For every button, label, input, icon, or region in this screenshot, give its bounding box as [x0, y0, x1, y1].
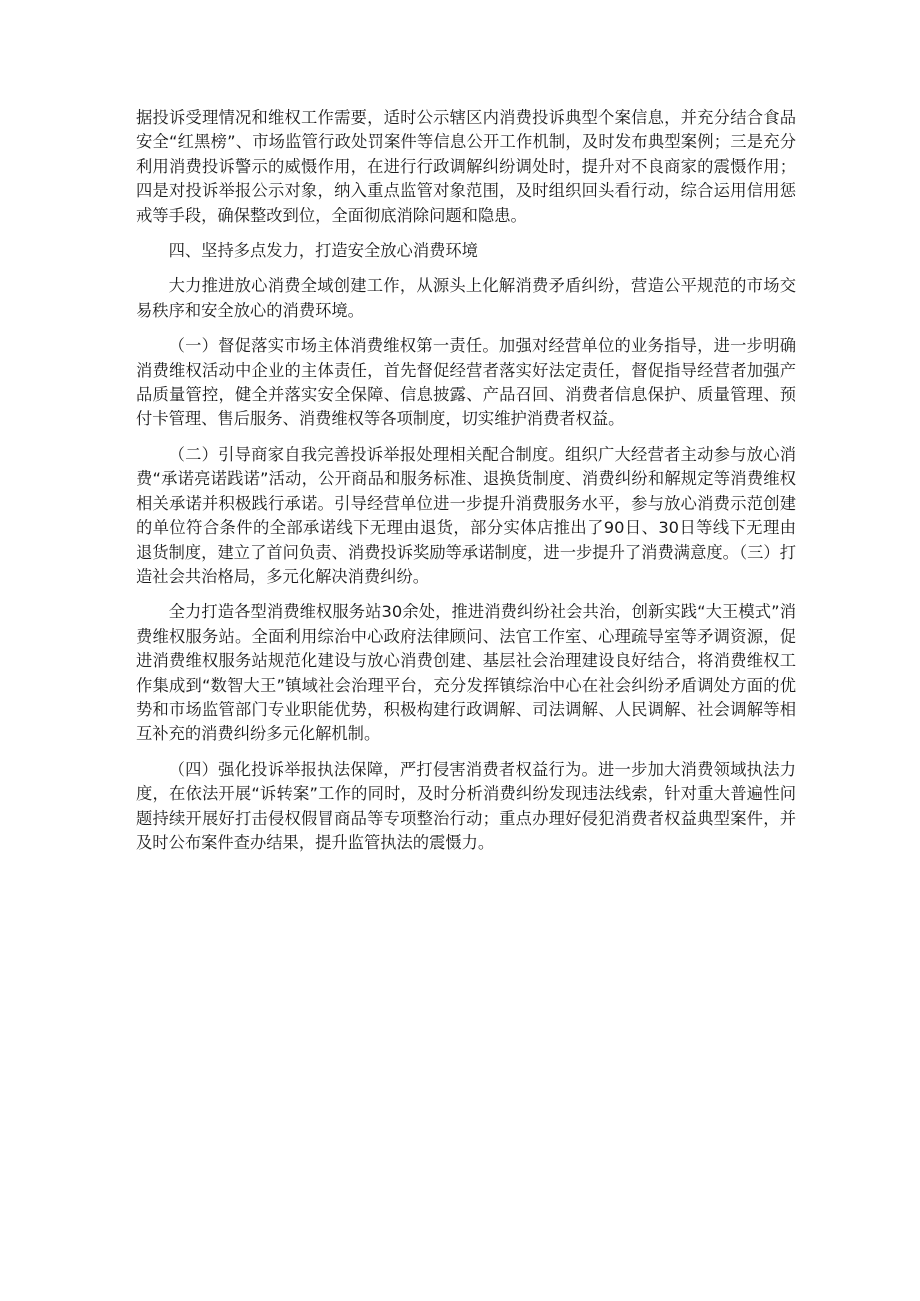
paragraph-continued-public-disclosure: 据投诉受理情况和维权工作需要，适时公示辖区内消费投诉典型个案信息，并充分结合食品安全“红黑榜”、市场监管行政处罚案件等信息公开工作机制，及时发布典型案例；三是充分利用消费投诉警示的威慑作用，在进行行政调解纠纷调处时，提升对不良商家的震慑作用；四是对投诉举报公示对象，纳入重点监管对象范围，及时组织回头看行动，综合运用信用惩戒等手段，确保整改到位，全面彻底消除问题和隐患。	[136, 108, 796, 225]
paragraph-item-two: （二）引导商家自我完善投诉举报处理相关配合制度。组织广大经营者主动参与放心消费“承诺亮诺践诺”活动，公开商品和服务标准、退换货制度、消费纠纷和解规定等消费维权相关承诺并积极践行承诺。引导经营单位进一步提升消费服务水平，参与放心消费示范创建的单位符合条件的全部承诺线下无理由退货，部分实体店推出了90日、30日等线下无理由退货制度，建立了首问负责、消费投诉奖励等承诺制度，进一步提升了消费满意度。（三）打造社会共治格局，多元化解决消费纠纷。	[136, 444, 796, 586]
paragraph-item-one: （一）督促落实市场主体消费维权第一责任。加强对经营单位的业务指导，进一步明确消费维权活动中企业的主体责任，首先督促经营者落实好法定责任，督促指导经营者加强产品质量管控，健全并落实安全保障、信息披露、产品召回、消费者信息保护、质量管理、预付卡管理、售后服务、消费维权等各项制度，切实维护消费者权益。	[136, 336, 796, 429]
section-heading-four: 四、坚持多点发力，打造安全放心消费环境	[168, 241, 478, 261]
paragraph-section-intro: 大力推进放心消费全域创建工作，从源头上化解消费矛盾纠纷，营造公平规范的市场交易秩序和安全放心的消费环境。	[136, 276, 796, 320]
document-body	[136, 106, 796, 866]
paragraph-item-three-body: 全力打造各型消费维权服务站30余处，推进消费纠纷社会共治，创新实践“大王模式”消费维权服务站。全面利用综治中心政府法律顾问、法官工作室、心理疏导室等矛调资源，促进消费维权服务站规范化建设与放心消费创建、基层社会治理建设良好结合，将消费维权工作集成到“数智大王”镇域社会治理平台，充分发挥镇综治中心在社会纠纷矛盾调处方面的优势和市场监管部门专业职能优势，积极构建行政调解、司法调解、人民调解、社会调解等相互补充的消费纠纷多元化解机制。	[136, 602, 796, 744]
paragraph-item-four: （四）强化投诉举报执法保障，严打侵害消费者权益行为。进一步加大消费领域执法力度，在依法开展“诉转案”工作的同时，及时分析消费纠纷发现违法线索，针对重大普遍性问题持续开展好打击侵权假冒商品等专项整治行动；重点办理好侵犯消费者权益典型案件，并及时公布案件查办结果，提升监管执法的震慑力。	[136, 759, 796, 852]
